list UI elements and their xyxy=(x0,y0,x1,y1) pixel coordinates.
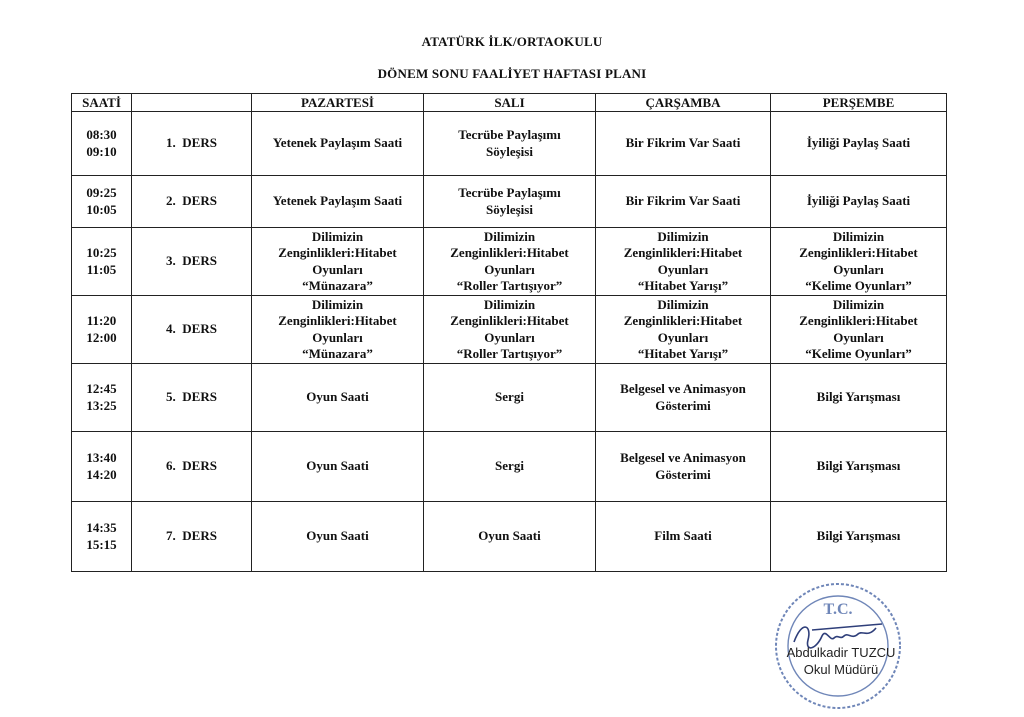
table-row xyxy=(72,176,947,228)
activity-text: Zenginlikleri:Hitabet xyxy=(623,245,743,260)
column-header-time: SAATİ xyxy=(72,94,132,112)
lesson-number: 2. DERS xyxy=(132,176,252,228)
lesson-number: 4. DERS xyxy=(132,296,252,364)
activity-cell-thursday xyxy=(771,112,947,176)
activity-cell-monday xyxy=(252,432,424,502)
activity-text: “Roller Tartışıyor” xyxy=(456,278,563,293)
activity-text: Dilimizin xyxy=(832,228,885,244)
table-row xyxy=(72,432,947,502)
column-header-tuesday: SALI xyxy=(424,94,596,112)
table-row xyxy=(72,112,947,176)
activity-text: Zenginlikleri:Hitabet xyxy=(799,245,918,260)
activity-cell-wednesday xyxy=(596,176,771,228)
activity-text: Yetenek Paylaşım Saati xyxy=(272,135,403,151)
activity-cell-wednesday xyxy=(596,228,771,296)
time-cell xyxy=(72,502,132,572)
activity-cell-wednesday xyxy=(596,112,771,176)
activity-cell-wednesday xyxy=(596,296,771,364)
table-row xyxy=(72,502,947,572)
activity-text: Bilgi Yarışması xyxy=(816,528,901,544)
column-header-wednesday: ÇARŞAMBA xyxy=(596,94,771,112)
activity-text: Zenginlikleri:Hitabet xyxy=(278,245,397,260)
activity-cell-thursday xyxy=(771,364,947,432)
plan-title: DÖNEM SONU FAALİYET HAFTASI PLANI xyxy=(377,66,647,81)
activity-text: Dilimizin xyxy=(483,228,536,244)
activity-cell-thursday xyxy=(771,502,947,572)
lesson-number: 6. DERS xyxy=(132,432,252,502)
stamp-text: T.C. xyxy=(823,601,853,618)
activity-cell-tuesday xyxy=(424,364,596,432)
table-row xyxy=(72,228,947,296)
activity-cell-tuesday xyxy=(424,112,596,176)
time-cell xyxy=(72,176,132,228)
activity-text: Oyunları xyxy=(833,261,884,277)
activity-text: Oyun Saati xyxy=(306,389,369,405)
activity-cell-wednesday xyxy=(596,432,771,502)
start-time: 11:20 xyxy=(86,313,117,328)
activity-text: Zenginlikleri:Hitabet xyxy=(278,313,397,328)
activity-text: Belgesel ve Animasyon xyxy=(620,381,746,396)
activity-cell-monday xyxy=(252,296,424,364)
activity-text: Oyunları xyxy=(484,261,535,277)
activity-cell-monday xyxy=(252,112,424,176)
activity-text: Gösterimi xyxy=(655,466,711,482)
activity-cell-thursday xyxy=(771,176,947,228)
activity-text: “Kelime Oyunları” xyxy=(805,278,912,293)
activity-text: Bilgi Yarışması xyxy=(816,389,901,405)
start-time: 08:30 xyxy=(86,127,117,142)
activity-cell-monday xyxy=(252,502,424,572)
time-cell xyxy=(72,228,132,296)
activity-text: Oyunları xyxy=(833,329,884,345)
activity-text: Bir Fikrim Var Saati xyxy=(625,135,741,151)
activity-text: “Hitabet Yarışı” xyxy=(637,346,729,361)
end-time: 09:10 xyxy=(86,143,117,159)
end-time: 14:20 xyxy=(86,466,117,482)
activity-text: Zenginlikleri:Hitabet xyxy=(450,245,569,260)
activity-text: Belgesel ve Animasyon xyxy=(620,450,746,465)
column-header-thursday: PERŞEMBE xyxy=(771,94,947,112)
activity-text: “Roller Tartışıyor” xyxy=(456,346,563,361)
activity-cell-monday xyxy=(252,228,424,296)
activity-text: Oyunları xyxy=(312,329,363,345)
activity-text: İyiliği Paylaş Saati xyxy=(806,135,911,151)
activity-text: Zenginlikleri:Hitabet xyxy=(623,313,743,328)
activity-text: Tecrübe Paylaşımı xyxy=(458,185,561,200)
activity-cell-tuesday xyxy=(424,432,596,502)
school-name: ATATÜRK İLK/ORTAOKULU xyxy=(421,34,603,49)
activity-text: Dilimizin xyxy=(657,228,709,244)
header-row xyxy=(72,94,947,112)
activity-text: “Kelime Oyunları” xyxy=(805,346,912,361)
activity-text: Sergi xyxy=(495,458,524,474)
activity-text: Film Saati xyxy=(654,528,712,544)
activity-text: Tecrübe Paylaşımı xyxy=(458,127,561,142)
signer-name: Abdulkadir TUZCU xyxy=(786,645,896,660)
lesson-number: 3. DERS xyxy=(132,228,252,296)
activity-cell-wednesday xyxy=(596,364,771,432)
signer-title: Okul Müdürü xyxy=(803,662,879,677)
activity-cell-thursday xyxy=(771,296,947,364)
lesson-number: 7. DERS xyxy=(132,502,252,572)
lesson-number: 5. DERS xyxy=(132,364,252,432)
activity-text: Oyun Saati xyxy=(306,528,369,544)
activity-text: Oyunları xyxy=(657,329,709,345)
activity-cell-monday xyxy=(252,176,424,228)
activity-cell-thursday xyxy=(771,228,947,296)
start-time: 09:25 xyxy=(86,185,117,200)
activity-text: “Münazara” xyxy=(302,346,373,361)
activity-cell-tuesday xyxy=(424,296,596,364)
time-cell xyxy=(72,296,132,364)
activity-text: Oyunları xyxy=(657,261,709,277)
start-time: 13:40 xyxy=(86,450,117,465)
activity-text: Oyun Saati xyxy=(478,528,541,544)
activity-cell-monday xyxy=(252,364,424,432)
end-time: 15:15 xyxy=(86,536,117,552)
activity-text: Dilimizin xyxy=(832,296,885,312)
lesson-number: 1. DERS xyxy=(132,112,252,176)
end-time: 11:05 xyxy=(86,261,117,277)
activity-text: “Münazara” xyxy=(302,278,373,293)
activity-cell-tuesday xyxy=(424,176,596,228)
end-time: 10:05 xyxy=(86,201,117,217)
activity-text: Bilgi Yarışması xyxy=(816,458,901,474)
activity-text: Söyleşisi xyxy=(486,143,533,159)
activity-text: Gösterimi xyxy=(655,397,711,413)
activity-text: Oyun Saati xyxy=(306,458,369,474)
activity-text: Zenginlikleri:Hitabet xyxy=(450,313,569,328)
activity-text: Oyunları xyxy=(484,329,535,345)
start-time: 14:35 xyxy=(86,520,117,535)
activity-text: Dilimizin xyxy=(311,296,364,312)
table-row xyxy=(72,296,947,364)
activity-text: Oyunları xyxy=(312,261,363,277)
activity-cell-tuesday xyxy=(424,228,596,296)
activity-text: Söyleşisi xyxy=(486,201,533,217)
activity-cell-thursday xyxy=(771,432,947,502)
activity-cell-tuesday xyxy=(424,502,596,572)
start-time: 10:25 xyxy=(86,245,117,260)
time-cell xyxy=(72,112,132,176)
end-time: 13:25 xyxy=(86,397,117,413)
time-cell xyxy=(72,432,132,502)
activity-text: İyiliği Paylaş Saati xyxy=(806,193,911,209)
table-row xyxy=(72,364,947,432)
activity-text: Bir Fikrim Var Saati xyxy=(625,193,741,209)
time-cell xyxy=(72,364,132,432)
activity-text: Sergi xyxy=(495,389,524,405)
activity-text: Zenginlikleri:Hitabet xyxy=(799,313,918,328)
start-time: 12:45 xyxy=(86,381,117,396)
column-header-lesson xyxy=(132,94,252,112)
column-header-monday: PAZARTESİ xyxy=(252,94,424,112)
activity-cell-wednesday xyxy=(596,502,771,572)
schedule-table xyxy=(71,93,947,572)
activity-text: Yetenek Paylaşım Saati xyxy=(272,193,403,209)
activity-text: Dilimizin xyxy=(311,228,364,244)
end-time: 12:00 xyxy=(86,329,117,345)
activity-text: Dilimizin xyxy=(657,296,709,312)
activity-text: Dilimizin xyxy=(483,296,536,312)
activity-text: “Hitabet Yarışı” xyxy=(637,278,729,293)
